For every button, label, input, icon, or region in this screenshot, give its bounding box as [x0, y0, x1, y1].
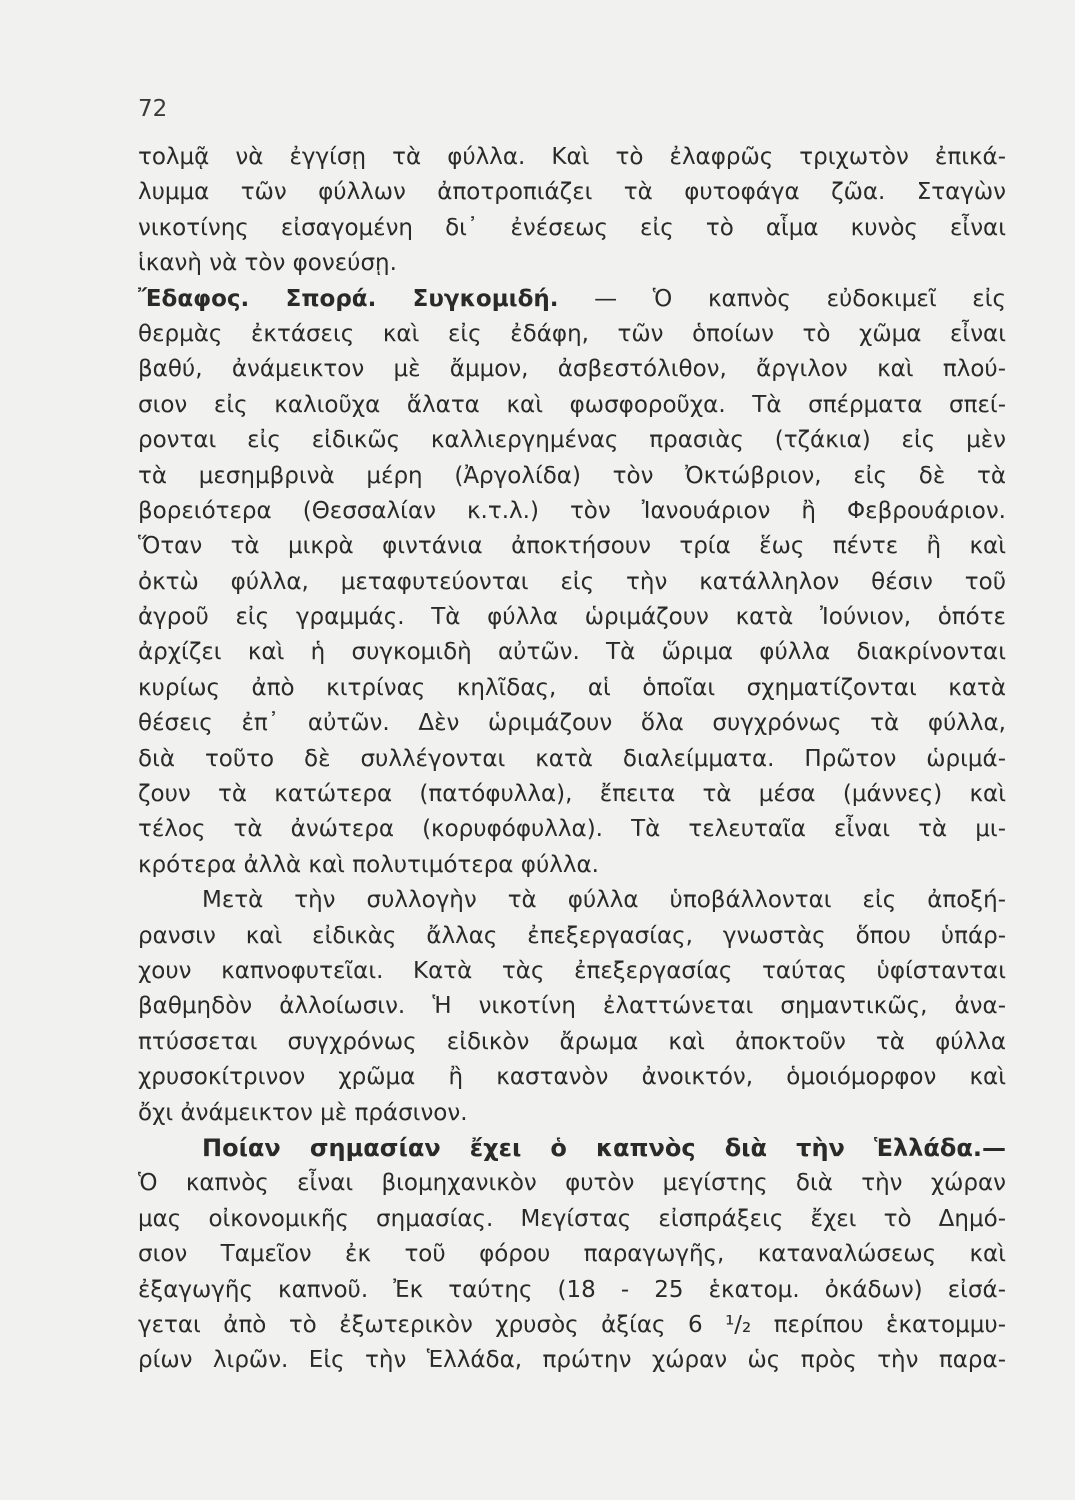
- text-line: λυμμα τῶν φύλλων ἀποτροπιάζει τὰ φυτοφάγα ζῶα. Σταγὼν: [138, 179, 1006, 206]
- text-line: κρότερα ἀλλὰ καὶ πολυτιμότερα φύλλα.: [138, 851, 599, 878]
- text-line: διὰ τοῦτο δὲ συλλέγονται κατὰ διαλείμματα. Πρῶτον ὡριμά-: [138, 745, 1006, 772]
- text-line: γεται ἀπὸ τὸ ἐξωτερικὸν χρυσὸς ἀξίας 6 ¹/₂ περίπου ἑκατομμυ-: [138, 1311, 1006, 1338]
- text-line: ζουν τὰ κατώτερα (πατόφυλλα), ἔπειτα τὰ μέσα (μάννες) καὶ: [138, 781, 1006, 808]
- text-line: θερμὰς ἐκτάσεις καὶ εἰς ἐδάφη, τῶν ὁποίων τὸ χῶμα εἶναι: [138, 320, 1006, 347]
- text-line: βαθμηδὸν ἀλλοίωσιν. Ἡ νικοτίνη ἐλαττώνεται σημαντικῶς, ἀνα-: [138, 993, 1006, 1020]
- section-heading: Ποίαν σημασίαν ἔχει ὁ καπνὸς διὰ τὴν Ἑλλάδα.—: [202, 1133, 1006, 1162]
- text-line: χρυσοκίτρινον χρῶμα ἢ καστανὸν ἀνοικτόν, ὁμοιόμορφον καὶ: [138, 1064, 1006, 1091]
- text-line: χουν καπνοφυτεῖαι. Κατὰ τὰς ἐπεξεργασίας ταύτας ὑφίστανται: [138, 957, 1006, 984]
- text-line: σιον εἰς καλιοῦχα ἅλατα καὶ φωσφοροῦχα. Τὰ σπέρματα σπεί-: [138, 391, 1006, 418]
- text-line: τὰ μεσημβρινὰ μέρη (Ἀργολίδα) τὸν Ὀκτώβριον, εἰς δὲ τὰ: [138, 462, 1006, 489]
- text-line: ὄχι ἀνάμεικτον μὲ πράσινον.: [138, 1099, 468, 1126]
- text-line: θέσεις ἐπ᾽ αὐτῶν. Δὲν ὡριμάζουν ὅλα συγχρόνως τὰ φύλλα,: [138, 710, 1006, 737]
- text-line: ἐξαγωγῆς καπνοῦ. Ἐκ ταύτης (18 - 25 ἑκατομ. ὀκάδων) εἰσά-: [138, 1276, 1006, 1303]
- text-line: ὀκτὼ φύλλα, μεταφυτεύονται εἰς τὴν κατάλληλον θέσιν τοῦ: [138, 568, 1006, 595]
- section-heading: Ἔδαφος. Σπορά. Συγκομιδή.: [138, 285, 559, 312]
- text-line: πτύσσεται συγχρόνως εἰδικὸν ἄρωμα καὶ ἀποκτοῦν τὰ φύλλα: [138, 1028, 1006, 1055]
- text-line: ρονται εἰς εἰδικῶς καλλιεργημένας πρασιὰς (τζάκια) εἰς μὲν: [138, 427, 1006, 454]
- text-line: ρίων λιρῶν. Εἰς τὴν Ἑλλάδα, πρώτην χώραν ὡς πρὸς τὴν παρα-: [138, 1347, 1006, 1374]
- paragraph-first-line: Μετὰ τὴν συλλογὴν τὰ φύλλα ὑποβάλλονται εἰς ἀποξή-: [202, 887, 1006, 914]
- text-line: ἀρχίζει καὶ ἡ συγκομιδὴ αὐτῶν. Τὰ ὥριμα φύλλα διακρίνονται: [138, 639, 1006, 666]
- text-line: βαθύ, ἀνάμεικτον μὲ ἄμμον, ἀσβεστόλιθον, ἄργιλον καὶ πλού-: [138, 356, 1006, 383]
- text-line: τέλος τὰ ἀνώτερα (κορυφόφυλλα). Τὰ τελευταῖα εἶναι τὰ μι-: [138, 816, 1006, 843]
- text-line: ἀγροῦ εἰς γραμμάς. Τὰ φύλλα ὡριμάζουν κατὰ Ἰούνιον, ὁπότε: [138, 604, 1006, 631]
- text-line: ἱκανὴ νὰ τὸν φονεύσῃ.: [138, 250, 397, 277]
- text-line: Ὅταν τὰ μικρὰ φιντάνια ἀποκτήσουν τρία ἕως πέντε ἢ καὶ: [138, 533, 1006, 560]
- text-line: σιον Ταμεῖον ἐκ τοῦ φόρου παραγωγῆς, καταναλώσεως καὶ: [138, 1241, 1006, 1268]
- text-line: νικοτίνης εἰσαγομένη δι᾽ ἐνέσεως εἰς τὸ αἷμα κυνὸς εἶναι: [138, 214, 1006, 241]
- text-line: ρανσιν καὶ εἰδικὰς ἄλλας ἐπεξεργασίας, γνωστὰς ὅπου ὑπάρ-: [138, 922, 1006, 949]
- text-line: βορειότερα (Θεσσαλίαν κ.τ.λ.) τὸν Ἰανουάριον ἢ Φεβρουάριον.: [138, 497, 1006, 524]
- text-line: τολμᾷ νὰ ἐγγίσῃ τὰ φύλλα. Καὶ τὸ ἐλαφρῶς τριχωτὸν ἐπικά-: [138, 144, 1006, 170]
- text-line: μας οἰκονομικῆς σημασίας. Μεγίστας εἰσπράξεις ἔχει τὸ Δημό-: [138, 1205, 1006, 1232]
- text-line: Ὁ καπνὸς εἶναι βιομηχανικὸν φυτὸν μεγίστης διὰ τὴν χώραν: [138, 1170, 1006, 1197]
- page-text: [138, 140, 1006, 1379]
- section-heading-line: [138, 282, 1006, 317]
- heading-line-rest: — Ὁ καπνὸς εὐδοκιμεῖ εἰς: [594, 285, 1006, 312]
- page-number: 72: [138, 96, 168, 122]
- text-line: κυρίως ἀπὸ κιτρίνας κηλῖδας, αἱ ὁποῖαι σχηματίζονται κατὰ: [138, 674, 1006, 701]
